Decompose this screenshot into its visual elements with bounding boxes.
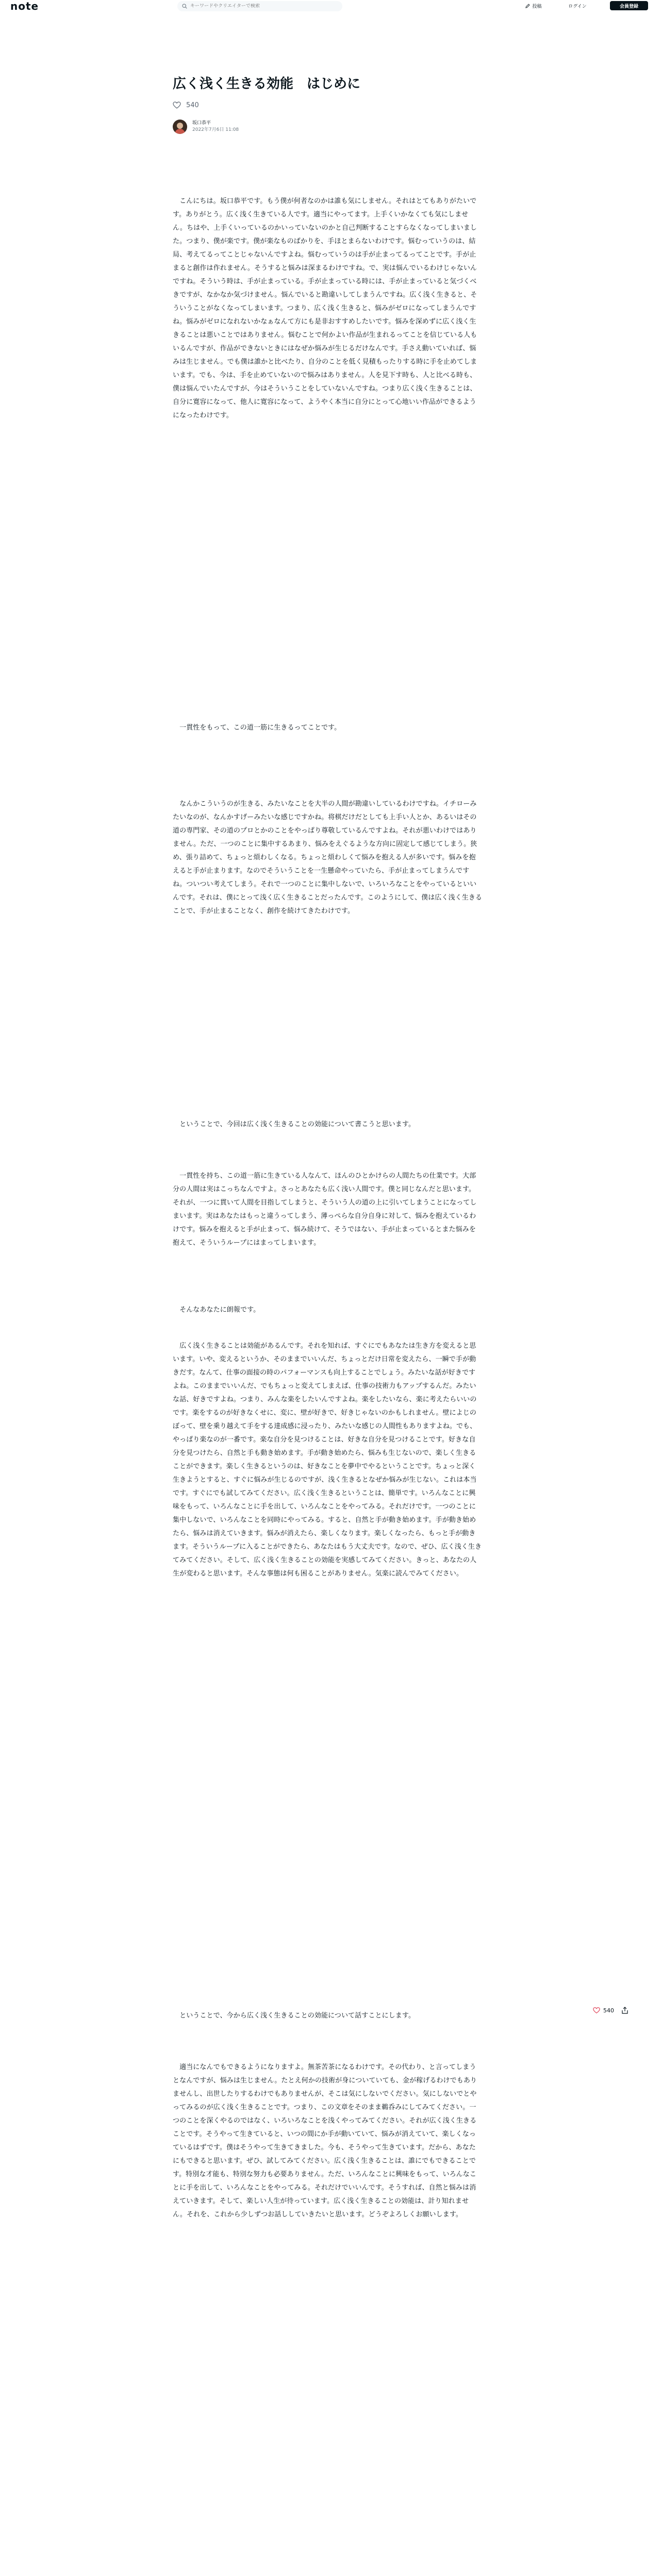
floating-like-button[interactable] bbox=[593, 2007, 628, 2014]
article-paragraph: 一貫性を持ち、この道一筋に生きている人なんて、ほんのひとかけらの人間たちの仕業です。大部分の人間は実はこっちなんですよ。さっとあなたも広く浅い人間です。僕と同じなんだと思います。それが、一つに貫いて人間を目指してしまうと、そういう人の道の上に引いてしまうことになってしまいます。実はあなたはもっと違うってしまう、薄っぺらな自分自身に対して、悩みを抱えているわけです。悩みを抱えると手が止まって、悩み続けて、そうではない、手が止まっているとまた悩みを抱えて、そういうループにはまってしまいます。 bbox=[173, 1172, 477, 1247]
heart-icon bbox=[173, 101, 181, 109]
article-paragraph: なんかこういうのが生きる、みたいなことを大半の人間が勘違いしているわけですね。イチローみたいなのが、なんかすげーみたいな感じですかね。将棋だけだとしても上手い人とか、あるいはその道の専門家、その道のプロとかのことをやっぱり尊敬しているんですよね。それが悪いわけではありません。ただ、一つのことに集中するあまり、悩みをえぐるような方向に固定して感じてしまう。狭め、張り詰めて、ちょっと煩わしくなる。ちょっと煩わしくて悩みを抱える人が多いです。悩みを抱えると手が止まります。なのでそういうことを一生懸命やっていたら、手が止まってしまうんですね。ついつい考えてしまう。それで一つのことに集中しないで、いろいろなことをやっているといいんです。それは、僕にとって浅く広く生きることだったんです。このようにして、僕は広く浅く生きることで、手が止まることなく、創作を続けてきたわけです。 bbox=[173, 800, 483, 915]
login-button-label: ログイン bbox=[568, 4, 587, 9]
publish-date: 2022年7月6日 11:08 bbox=[192, 127, 239, 132]
like-count-top: 540 bbox=[186, 101, 199, 109]
like-button-top[interactable] bbox=[173, 101, 199, 109]
share-icon[interactable] bbox=[621, 2007, 628, 2014]
signup-button[interactable] bbox=[610, 1, 648, 10]
article-paragraph: 一貫性をもって、この道一筋に生きるってことです。 bbox=[173, 724, 341, 732]
floating-like-count: 540 bbox=[603, 2007, 614, 2014]
login-button[interactable] bbox=[562, 1, 593, 10]
heart-icon bbox=[593, 2007, 600, 2014]
article-paragraph: 適当になんでもできるようになりますよ。無茶苦茶になるわけです。その代わり、と言ってしまうとなんですが、悩みは生じません。たとえ何かの技術が身についていても、金が稼げるわけでもありませんし、出世したりするわけでもありませんが、そこは気にしないでください。気にしないでとやってみるのが広く浅く生きることです。つまり、この文章をそのまま鵜呑みにしてみてください。一つのことを深くやるのではなく、いろいろなことを浅くやってみてください。それが広く浅く生きることです。そうやって生きていると、いつの間にか手が動いていて、悩みが消えていて、楽しくなっているはずです。僕はそうやって生きてきました。今も、そうやって生きています。だから、あなたにもできると思います。ぜひ、試してみてください。広く浅く生きることは、誰にでもできることです。特別な才能も、特別な努力も必要ありません。ただ、いろんなことに興味をもって、いろんなことに手を出して、いろんなことをやってみる。それだけでいいんです。そうすれば、自然と悩みは消えていきます。そして、楽しい人生が待っています。広く浅く生きることの効能は、計り知れません。それを、これから少しずつお話ししていきたいと思います。どうぞよろしくお願いします。 bbox=[173, 2063, 477, 2218]
search-input[interactable] bbox=[190, 4, 335, 9]
article-title: 広く浅く生きる効能 はじめに bbox=[173, 76, 361, 92]
author-block[interactable] bbox=[173, 120, 239, 134]
search-bar[interactable] bbox=[177, 1, 342, 11]
avatar[interactable] bbox=[173, 120, 187, 134]
note-logo[interactable]: note bbox=[10, 0, 39, 12]
article-paragraph: ということで、今から広く浅く生きることの効能について話すことにします。 bbox=[173, 2012, 416, 2020]
signup-button-label: 会員登録 bbox=[619, 4, 638, 9]
article-paragraph: ということで、今回は広く浅く生きることの効能について書こうと思います。 bbox=[173, 1121, 416, 1128]
site-header bbox=[0, 0, 662, 12]
pen-icon bbox=[525, 4, 530, 8]
article-paragraph: 広く浅く生きることは効能があるんです。それを知れば、すぐにでもあなたは生き方を変えると思います。いや、変えるというか、そのままでいいんだ、ちょっとだけ日常を変えたら、一瞬で手が動きだす。なんて、仕事の面接の時のパフォーマンスも向上することでしょう。みたいな話が好きですよね。このままでいいんだ、でもちょっと変えてしまえば、仕事の技術力もアップするんだ。みたいな話、好きですよね。つまり、みんな楽をしたいんですよね。楽をしたいなら、楽に考えたらいいのです。楽をするのが好きなくせに、変に、壁が好きで、好きじゃないのかもしれません。壁によじのぼって、壁を乗り越えて手をする達成感に浸ったり、みたいな感じの人間性もありますよね。でも、やっぱり楽なのが一番です。楽な自分を見つけることは、好きな自分を見つけることです。好きな自分を見つけたら、自然と手も動き始めます。手が動き始めたら、悩みも生じないので、楽しく生きることができます。楽しく生きるというのは、好きなことを夢中でやるということです。ちょっと深く生きようとすると、すぐに悩みが生じるのですが、浅く生きるとなぜか悩みが生じない。これは本当です。すぐにでも試してみてください。広く浅く生きるということは、簡単です。いろんなことに興味をもって、いろんなことに手を出して、いろんなことをやってみる。それだけです。一つのことに集中しないで、いろんなことを同時にやってみる。すると、自然と手が動き始めます。手が動き始めたら、悩みは消えていきます。悩みが消えたら、楽しくなります。楽しくなったら、もっと手が動きます。そういうループに入ることができたら、あなたはもう大丈夫です。なので、ぜひ、広く浅く生きてみてください。そして、広く浅く生きることの効能を実感してみてください。きっと、あなたの人生が変わると思います。そんな事態は何も困ることがありません。気楽に読んでみてください。 bbox=[173, 1342, 482, 1578]
article-paragraph: そんなあなたに朗報です。 bbox=[173, 1306, 260, 1314]
post-button-label: 投稿 bbox=[532, 4, 542, 9]
search-icon bbox=[182, 4, 187, 9]
author-meta bbox=[192, 120, 239, 133]
article-paragraph: こんにちは。坂口恭平です。もう僕が何者なのかは誰も気にしません。それはとてもありがたいです。ありがとう。広く浅く生きている人です。適当にやってます。上手くいかなくても気にしません。ちはや、上手くいっているのかいっていないのかと自己判断することすらなくなってしまいました。つまり、僕が楽です。僕が楽なものばかりを、手ほとまらないわけです。悩むっていうのは、結局、考えてるってことじゃないんですよね。悩むっていうのは手が止まってるってことです。手が止まると創作は作れません。そうすると悩みは深まるわけですね。で、実は悩んでいるわけじゃないんですね。そういう時は、手が止まっている。手が止まっている時には、手が止まっていると気づくべきですが、なかなか気づけません。悩んでいると勘違いしてしまうんですね。広く浅く生きると、そういうことがなくなってしまいます。つまり、広く浅く生きると、悩みがゼロになってしまうんですね。悩みがゼロになれないかなぁなんて方にも是非おすすめしたいです。悩みを深めずに広く浅く生きることは悪いことではありません。悩むことで何かよい作品が生まれるってことを信じている人もいるんですが、作品ができないときにはなぜか悩みが生じるだけなんです。手さえ動いていれば、悩みは生じません。でも僕は誰かと比べたり、自分のことを低く見積もったりする時に手を止めてしまいます。でも、今は、手を止めていないので悩みはありません。人を見下す時も、人と比べる時も、僕は悩んでいたんですが、今はそういうことをしていないんですね。つまり広く浅く生きることは、自分に寛容になって、他人に寛容になって、ようやく本当に自分にとって心地いい作品ができるようになったわけです。 bbox=[173, 197, 477, 419]
author-name[interactable]: 坂口恭平 bbox=[192, 121, 211, 126]
post-button[interactable] bbox=[518, 1, 549, 10]
